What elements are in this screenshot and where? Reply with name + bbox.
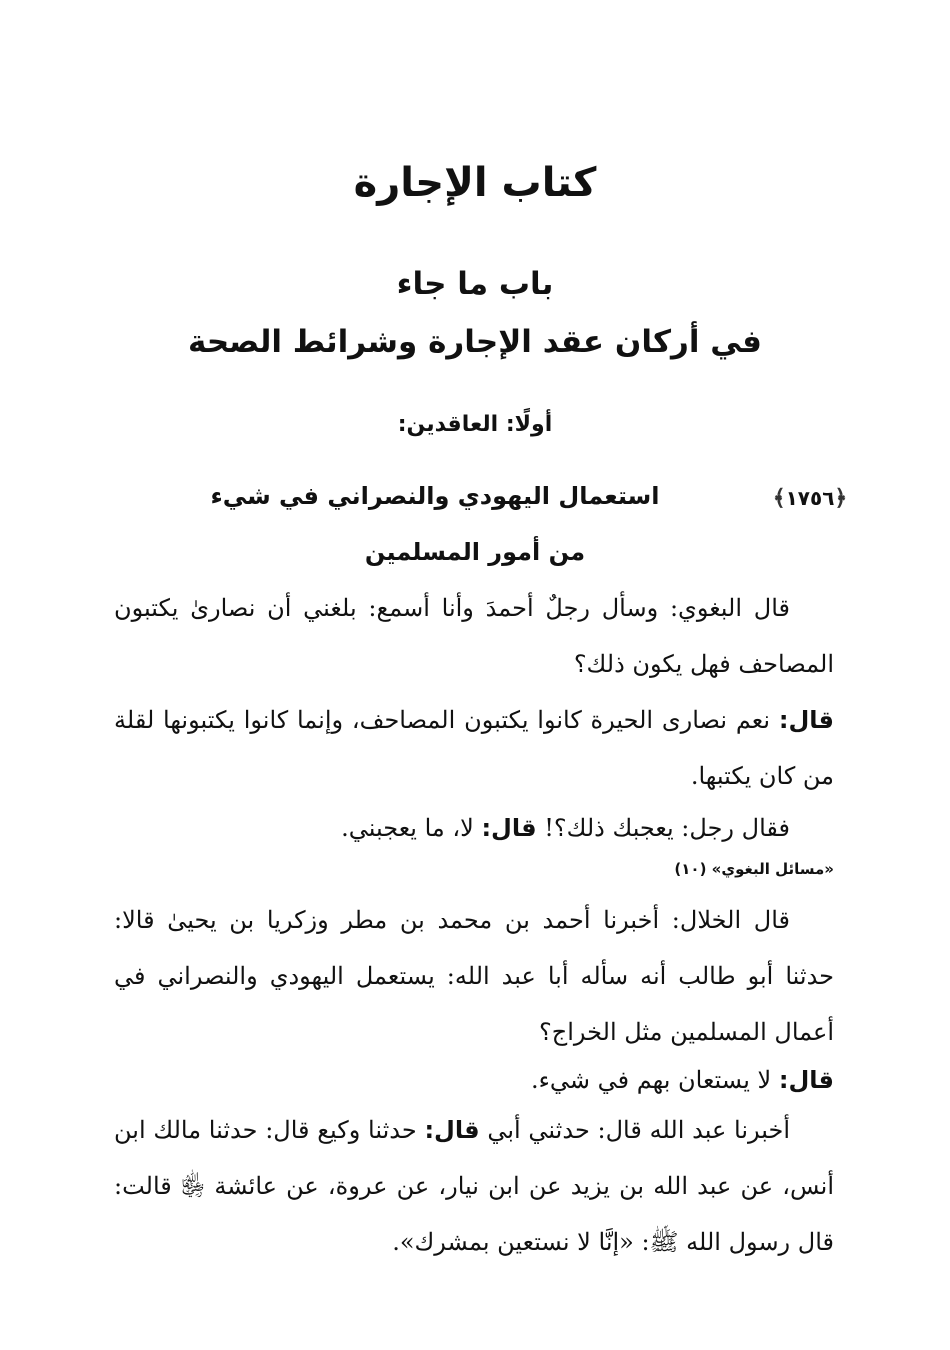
chapter-title-line-2: في أركان عقد الإجارة وشرائط الصحة [188, 324, 762, 360]
paragraph-2-text: نعم نصارى الحيرة كانوا يكتبون المصاحف، وإنما كانوا يكتبونها لقلة من كان يكتبها. [114, 706, 834, 790]
paragraph-3-text-2: لا، ما يعجبني. [341, 814, 482, 842]
paragraph-5-text: لا يستعان بهم في شيء. [530, 1066, 779, 1094]
paragraph-3 [114, 800, 834, 856]
qala-label: قال: [481, 814, 537, 842]
qala-label: قال: [778, 706, 834, 734]
entry-heading-line-1 [0, 482, 950, 510]
chapter-title-line-1: باب ما جاء [396, 266, 554, 302]
entry-heading-text-2: من أمور المسلمين [364, 538, 586, 566]
ornament-bracket-icon: ﴾ [772, 485, 786, 511]
book-title: كتاب الإجارة [353, 160, 597, 206]
paragraph-6-text-1: أخبرنا عبد الله قال: حدثني أبي [479, 1116, 790, 1144]
paragraph-1: قال البغوي: وسأل رجلٌ أحمدَ وأنا أسمع: بلغني أن نصارىٰ يكتبون المصاحف فهل يكون ذلك؟ [114, 594, 834, 678]
paragraph-3-text-1: فقال رجل: يعجبك ذلك؟! [536, 814, 790, 842]
entry-heading-text-1: استعمال اليهودي والنصراني في شيء [210, 482, 660, 510]
paragraph-2 [114, 692, 834, 804]
ornament-bracket-icon: ﴿ [834, 485, 848, 511]
entry-heading-line-2 [0, 538, 950, 566]
source-citation: «مسائل البغوي» (١٠) [674, 860, 834, 878]
section-heading: أولًا: العاقدين: [397, 412, 553, 437]
entry-number: ١٧٥٦ [785, 486, 835, 510]
paragraph-6 [114, 1102, 834, 1270]
paragraph-6-text-2: حدثنا وكيع قال: حدثنا مالك ابن أنس، عن عبد الله بن يزيد عن ابن نيار، عن عروة، عن عائشة ﵂ قالت: قال رسول الله ﷺ: «إنَّا لا نستعين بمشرك». [114, 1116, 834, 1256]
paragraph-5 [114, 1052, 834, 1108]
paragraph-4: قال الخلال: أخبرنا أحمد بن محمد بن مطر وزكريا بن يحيىٰ قالا: حدثنا أبو طالب أنه سأله أبا عبد الله: يستعمل اليهودي والنصراني في أعمال المسلمين مثل الخراج؟ [114, 906, 835, 1046]
qala-label: قال: [424, 1116, 480, 1144]
qala-label: قال: [778, 1066, 834, 1094]
